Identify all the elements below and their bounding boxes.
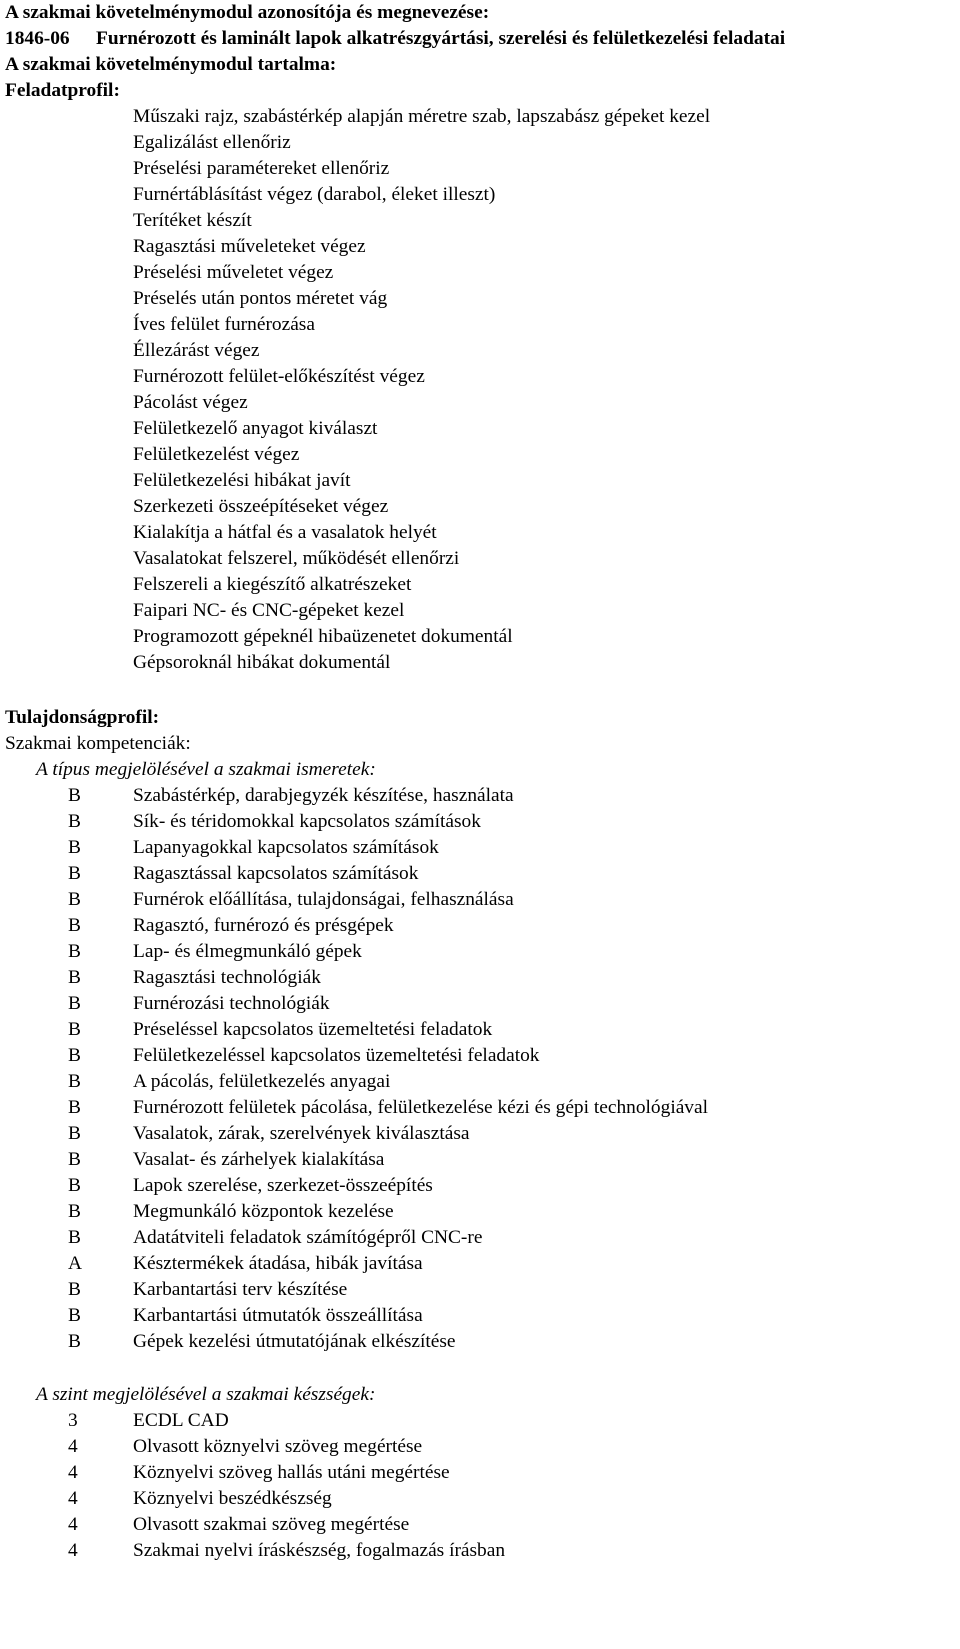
knowledge-item: Megmunkáló központok kezelése	[133, 1201, 394, 1222]
skill-item: ECDL CAD	[133, 1410, 229, 1431]
knowledge-type-code: B	[68, 1123, 81, 1144]
knowledge-item: Préseléssel kapcsolatos üzemeltetési feladatok	[133, 1019, 493, 1040]
knowledge-type-code: A	[68, 1253, 83, 1274]
knowledge-type-code: B	[68, 1201, 81, 1222]
task-item: Furnérozott felület-előkészítést végez	[133, 366, 425, 387]
knowledge-item: Késztermékek átadása, hibák javítása	[133, 1253, 423, 1274]
knowledge-type-code: B	[68, 1305, 81, 1326]
knowledge-type-code: B	[68, 811, 81, 832]
task-item: Vasalatokat felszerel, működését ellenőrzi	[133, 548, 460, 569]
task-item: Felületkezelési hibákat javít	[133, 470, 351, 491]
knowledge-type-code: B	[68, 1175, 81, 1196]
module-name: Furnérozott és laminált lapok alkatrészgyártási, szerelési és felületkezelési feladatai	[96, 28, 786, 49]
module-code: 1846-06	[5, 28, 70, 49]
task-item: Felületkezelő anyagot kiválaszt	[133, 418, 378, 439]
knowledge-type-code: B	[68, 837, 81, 858]
knowledge-item: Vasalat- és zárhelyek kialakítása	[133, 1149, 385, 1170]
knowledge-item: Szabástérkép, darabjegyzék készítése, használata	[133, 785, 514, 806]
task-item: Programozott gépeknél hibaüzenetet dokumentál	[133, 626, 513, 647]
skills-heading: A szint megjelölésével a szakmai készségek:	[36, 1384, 376, 1405]
knowledge-type-code: B	[68, 1227, 81, 1248]
knowledge-item: Furnérok előállítása, tulajdonságai, felhasználása	[133, 889, 514, 910]
task-item: Gépsoroknál hibákat dokumentál	[133, 652, 391, 673]
competencies-subheading: Szakmai kompetenciák:	[5, 733, 191, 754]
knowledge-item: Ragasztó, furnérozó és présgépek	[133, 915, 394, 936]
knowledge-item: Karbantartási útmutatók összeállítása	[133, 1305, 423, 1326]
module-content-label: A szakmai követelménymodul tartalma:	[5, 54, 337, 75]
task-item: Éllezárást végez	[133, 340, 260, 361]
module-title-label: A szakmai követelménymodul azonosítója és megnevezése:	[5, 2, 490, 23]
knowledge-type-code: B	[68, 1045, 81, 1066]
knowledge-item: Adatátviteli feladatok számítógépről CNC-re	[133, 1227, 483, 1248]
knowledge-item: Sík- és téridomokkal kapcsolatos számítások	[133, 811, 481, 832]
knowledge-item: Karbantartási terv készítése	[133, 1279, 348, 1300]
knowledge-type-code: B	[68, 1149, 81, 1170]
task-item: Préselési műveletet végez	[133, 262, 334, 283]
skill-level: 4	[68, 1436, 78, 1457]
knowledge-item: Lapok szerelése, szerkezet-összeépítés	[133, 1175, 433, 1196]
task-item: Felszereli a kiegészítő alkatrészeket	[133, 574, 412, 595]
skill-level: 3	[68, 1410, 78, 1431]
knowledge-type-code: B	[68, 1019, 81, 1040]
knowledge-type-code: B	[68, 863, 81, 884]
knowledge-item: Furnérozási technológiák	[133, 993, 330, 1014]
skill-item: Köznyelvi szöveg hallás utáni megértése	[133, 1462, 450, 1483]
task-item: Műszaki rajz, szabástérkép alapján méretre szab, lapszabász gépeket kezel	[133, 106, 711, 127]
task-item: Egalizálást ellenőriz	[133, 132, 291, 153]
skill-level: 4	[68, 1540, 78, 1561]
skill-item: Olvasott szakmai szöveg megértése	[133, 1514, 410, 1535]
skill-item: Köznyelvi beszédkészség	[133, 1488, 332, 1509]
task-profile-heading: Feladatprofil:	[5, 80, 120, 101]
task-item: Furnértáblásítást végez (darabol, éleket illeszt)	[133, 184, 496, 205]
knowledge-item: Ragasztással kapcsolatos számítások	[133, 863, 419, 884]
knowledge-item: Lapanyagokkal kapcsolatos számítások	[133, 837, 439, 858]
knowledge-heading: A típus megjelölésével a szakmai ismeretek:	[36, 759, 376, 780]
knowledge-type-code: B	[68, 1071, 81, 1092]
task-item: Terítéket készít	[133, 210, 252, 231]
task-item: Faipari NC- és CNC-gépeket kezel	[133, 600, 405, 621]
task-item: Pácolást végez	[133, 392, 248, 413]
knowledge-item: A pácolás, felületkezelés anyagai	[133, 1071, 391, 1092]
knowledge-type-code: B	[68, 1331, 81, 1352]
knowledge-type-code: B	[68, 993, 81, 1014]
knowledge-item: Felületkezeléssel kapcsolatos üzemeltetési feladatok	[133, 1045, 540, 1066]
knowledge-type-code: B	[68, 915, 81, 936]
skill-item: Szakmai nyelvi íráskészség, fogalmazás írásban	[133, 1540, 506, 1561]
skill-level: 4	[68, 1488, 78, 1509]
task-item: Préselési paramétereket ellenőriz	[133, 158, 390, 179]
skill-item: Olvasott köznyelvi szöveg megértése	[133, 1436, 423, 1457]
knowledge-type-code: B	[68, 1097, 81, 1118]
knowledge-type-code: B	[68, 889, 81, 910]
task-item: Préselés után pontos méretet vág	[133, 288, 388, 309]
task-item: Íves felület furnérozása	[133, 314, 315, 335]
knowledge-item: Lap- és élmegmunkáló gépek	[133, 941, 362, 962]
knowledge-type-code: B	[68, 967, 81, 988]
task-item: Kialakítja a hátfal és a vasalatok helyét	[133, 522, 437, 543]
property-profile-heading: Tulajdonságprofil:	[5, 707, 160, 728]
knowledge-item: Gépek kezelési útmutatójának elkészítése	[133, 1331, 456, 1352]
knowledge-type-code: B	[68, 1279, 81, 1300]
task-item: Ragasztási műveleteket végez	[133, 236, 366, 257]
knowledge-type-code: B	[68, 785, 81, 806]
knowledge-item: Furnérozott felületek pácolása, felületkezelése kézi és gépi technológiával	[133, 1097, 708, 1118]
knowledge-type-code: B	[68, 941, 81, 962]
task-item: Felületkezelést végez	[133, 444, 300, 465]
knowledge-item: Ragasztási technológiák	[133, 967, 321, 988]
skill-level: 4	[68, 1514, 78, 1535]
task-item: Szerkezeti összeépítéseket végez	[133, 496, 389, 517]
knowledge-item: Vasalatok, zárak, szerelvények kiválasztása	[133, 1123, 470, 1144]
skill-level: 4	[68, 1462, 78, 1483]
